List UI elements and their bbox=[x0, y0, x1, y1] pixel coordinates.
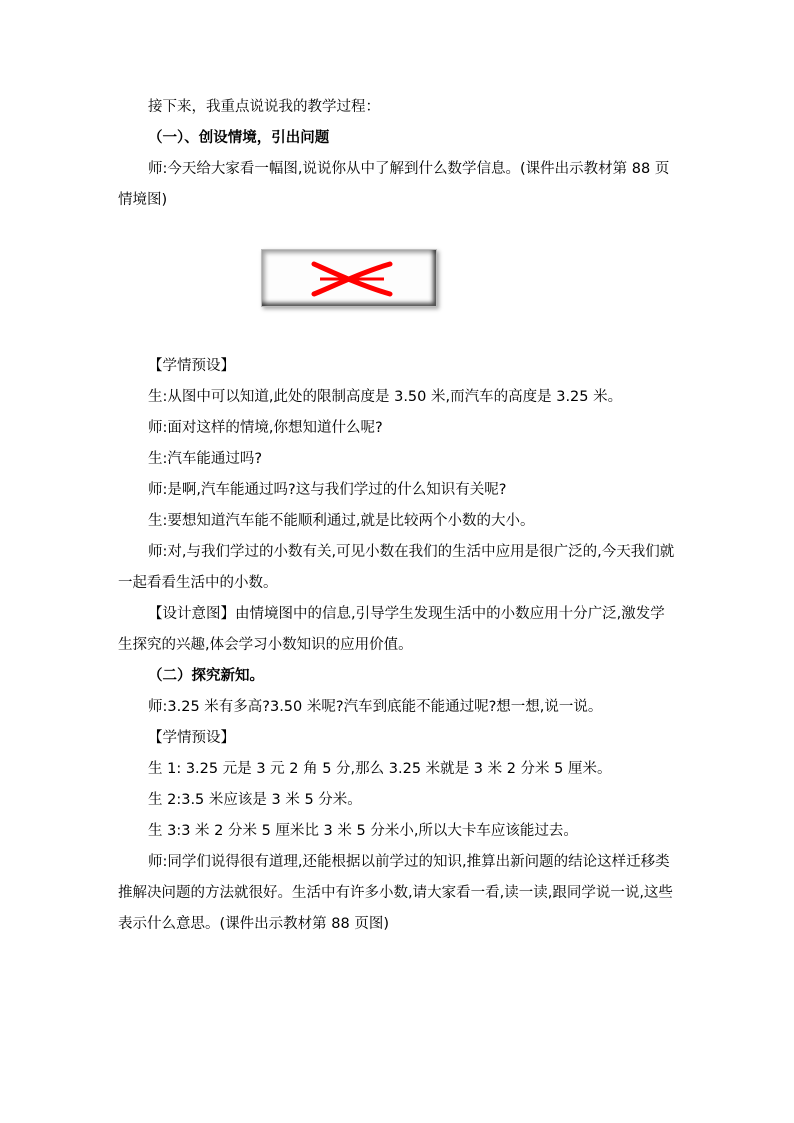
label-student-preset-1: 【学情预设】 bbox=[148, 358, 235, 374]
paragraph-teacher-4: 师:对,与我们学过的小数有关,可见小数在我们的生活中应用是很广泛的,今天我们就一起看看生活中的小数。 bbox=[118, 544, 675, 591]
broken-image-placeholder bbox=[261, 249, 437, 307]
paragraph-intro: 接下来，我重点说说我的教学过程： bbox=[148, 99, 380, 115]
paragraph-student-6: 生 3:3 米 2 分米 5 厘米比 3 米 5 分米小,所以大卡车应该能过去。 bbox=[148, 823, 578, 839]
section-heading-2: （二）探究新知。 bbox=[148, 668, 264, 684]
paragraph-student-4: 生 1: 3.25 元是 3 元 2 角 5 分,那么 3.25 米就是 3 米 2 分米 5 厘米。 bbox=[148, 761, 612, 777]
paragraph-design-intent: 【设计意图】由情境图中的信息,引导学生发现生活中的小数应用十分广泛,激发学生探究的兴趣,体会学习小数知识的应用价值。 bbox=[118, 606, 665, 653]
paragraph-student-5: 生 2:3.5 米应该是 3 米 5 分米。 bbox=[148, 792, 362, 808]
paragraph-teacher-3: 师:是啊,汽车能通过吗?这与我们学过的什么知识有关呢? bbox=[148, 482, 507, 498]
label-student-preset-2: 【学情预设】 bbox=[148, 730, 235, 746]
broken-image-x-icon bbox=[262, 250, 438, 308]
paragraph-student-3: 生:要想知道汽车能不能顺利通过,就是比较两个小数的大小。 bbox=[148, 513, 535, 529]
section-heading-1: （一）、创设情境，引出问题 bbox=[148, 130, 330, 146]
paragraph-student-1: 生:从图中可以知道,此处的限制高度是 3.50 米,而汽车的高度是 3.25 米。 bbox=[148, 389, 623, 405]
paragraph-student-2: 生:汽车能通过吗? bbox=[148, 451, 263, 467]
paragraph-teacher-2: 师:面对这样的情境,你想知道什么呢? bbox=[148, 420, 383, 436]
paragraph-teacher-6: 师:同学们说得很有道理,还能根据以前学过的知识,推算出新问题的结论这样迁移类推解决问题的方法就很好。生活中有许多小数,请大家看一看,读一读,跟同学说一说,这些表示什么意思。(课件出示教材第 88 页图) bbox=[118, 854, 673, 932]
paragraph-teacher-5: 师:3.25 米有多高?3.50 米呢?汽车到底能不能通过呢?想一想,说一说。 bbox=[148, 699, 603, 715]
paragraph-teacher-1: 师:今天给大家看一幅图,说说你从中了解到什么数学信息。(课件出示教材第 88 页情境图) bbox=[118, 161, 670, 208]
